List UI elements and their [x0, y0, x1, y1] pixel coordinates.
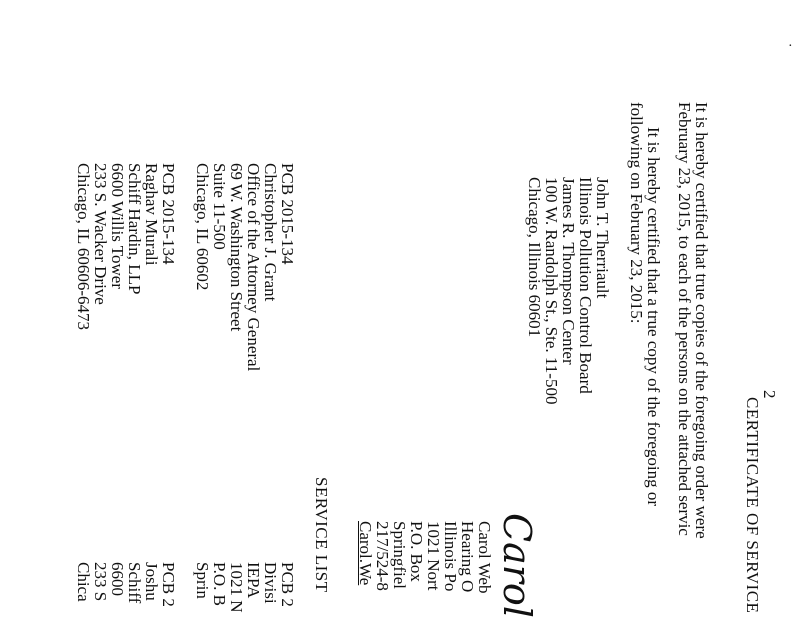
- service-entry-line: IEPA: [244, 562, 263, 599]
- paragraph1-line1: It is hereby certified that true copies of the foregoing order were: [692, 102, 711, 539]
- service-entry-line: PCB 2015-134: [278, 163, 297, 265]
- service-entry-line: PCB 2: [278, 562, 297, 607]
- service-entry-line: Suite 11-500: [210, 163, 229, 250]
- service-entry-line: Schiff Hardin, LLP: [125, 163, 144, 295]
- service-entry-line: 6600 Willis Tower: [108, 163, 127, 289]
- service-entry-line: 69 W. Washington Street: [227, 163, 246, 332]
- signer-line: 1021 Nort: [424, 521, 443, 591]
- scan-speck: ·: [788, 39, 793, 54]
- service-entry-line: Sprin: [193, 562, 212, 599]
- service-entry-line: Chicago, IL 60606-6473: [74, 163, 93, 330]
- certificate-heading: CERTIFICATE OF SERVICE: [743, 397, 762, 614]
- service-entry-line: Schiff: [125, 562, 144, 604]
- board-address-line: Illinois Pollution Control Board: [576, 177, 595, 394]
- paragraph1-line2: February 23, 2015, to each of the persons on the attached servic: [675, 102, 694, 536]
- service-list-title: SERVICE LIST: [312, 477, 331, 593]
- page-number: 2: [760, 390, 779, 399]
- signer-line: Hearing O: [458, 521, 477, 593]
- paragraph2-line2: following on February 23, 2015:: [627, 102, 646, 324]
- service-entry-line: Divisi: [261, 562, 280, 604]
- service-entry-line: 1021 N: [227, 562, 246, 613]
- service-entry-line: 6600: [108, 562, 127, 596]
- handwritten-signature: Carol: [495, 513, 539, 618]
- service-entry-line: PCB 2015-134: [159, 163, 178, 265]
- board-address-line: John T. Therriault: [593, 177, 612, 299]
- service-entry-line: Office of the Attorney General: [244, 163, 263, 372]
- service-entry-line: Chicago, IL 60602: [193, 163, 212, 291]
- signer-line: Illinois Po: [441, 521, 460, 592]
- service-entry-line: 233 S. Wacker Drive: [91, 163, 110, 305]
- signer-line: P.O. Box: [407, 521, 426, 582]
- signer-email-line: Carol.We: [356, 521, 375, 586]
- service-entry-line: Christopher J. Grant: [261, 163, 280, 302]
- service-entry-line: Joshu: [142, 562, 161, 601]
- service-entry-line: P.O. B: [210, 562, 229, 606]
- service-entry-line: PCB 2: [159, 562, 178, 607]
- service-entry-line: Raghav Murali: [142, 163, 161, 266]
- service-entry-line: 233 S: [91, 562, 110, 602]
- board-address-line: 100 W. Randolph St., Ste. 11-500: [542, 177, 561, 405]
- board-address-line: Chicago, Illinois 60601: [525, 177, 544, 338]
- signer-line: 217/524-8: [373, 521, 392, 591]
- signer-line: Carol Web: [475, 521, 494, 594]
- board-address-line: James R. Thompson Center: [559, 177, 578, 365]
- signer-line: Springfiel: [390, 521, 409, 589]
- paragraph2-line1: It is hereby certified that a true copy of the foregoing or: [644, 127, 663, 507]
- service-entry-line: Chica: [74, 562, 93, 602]
